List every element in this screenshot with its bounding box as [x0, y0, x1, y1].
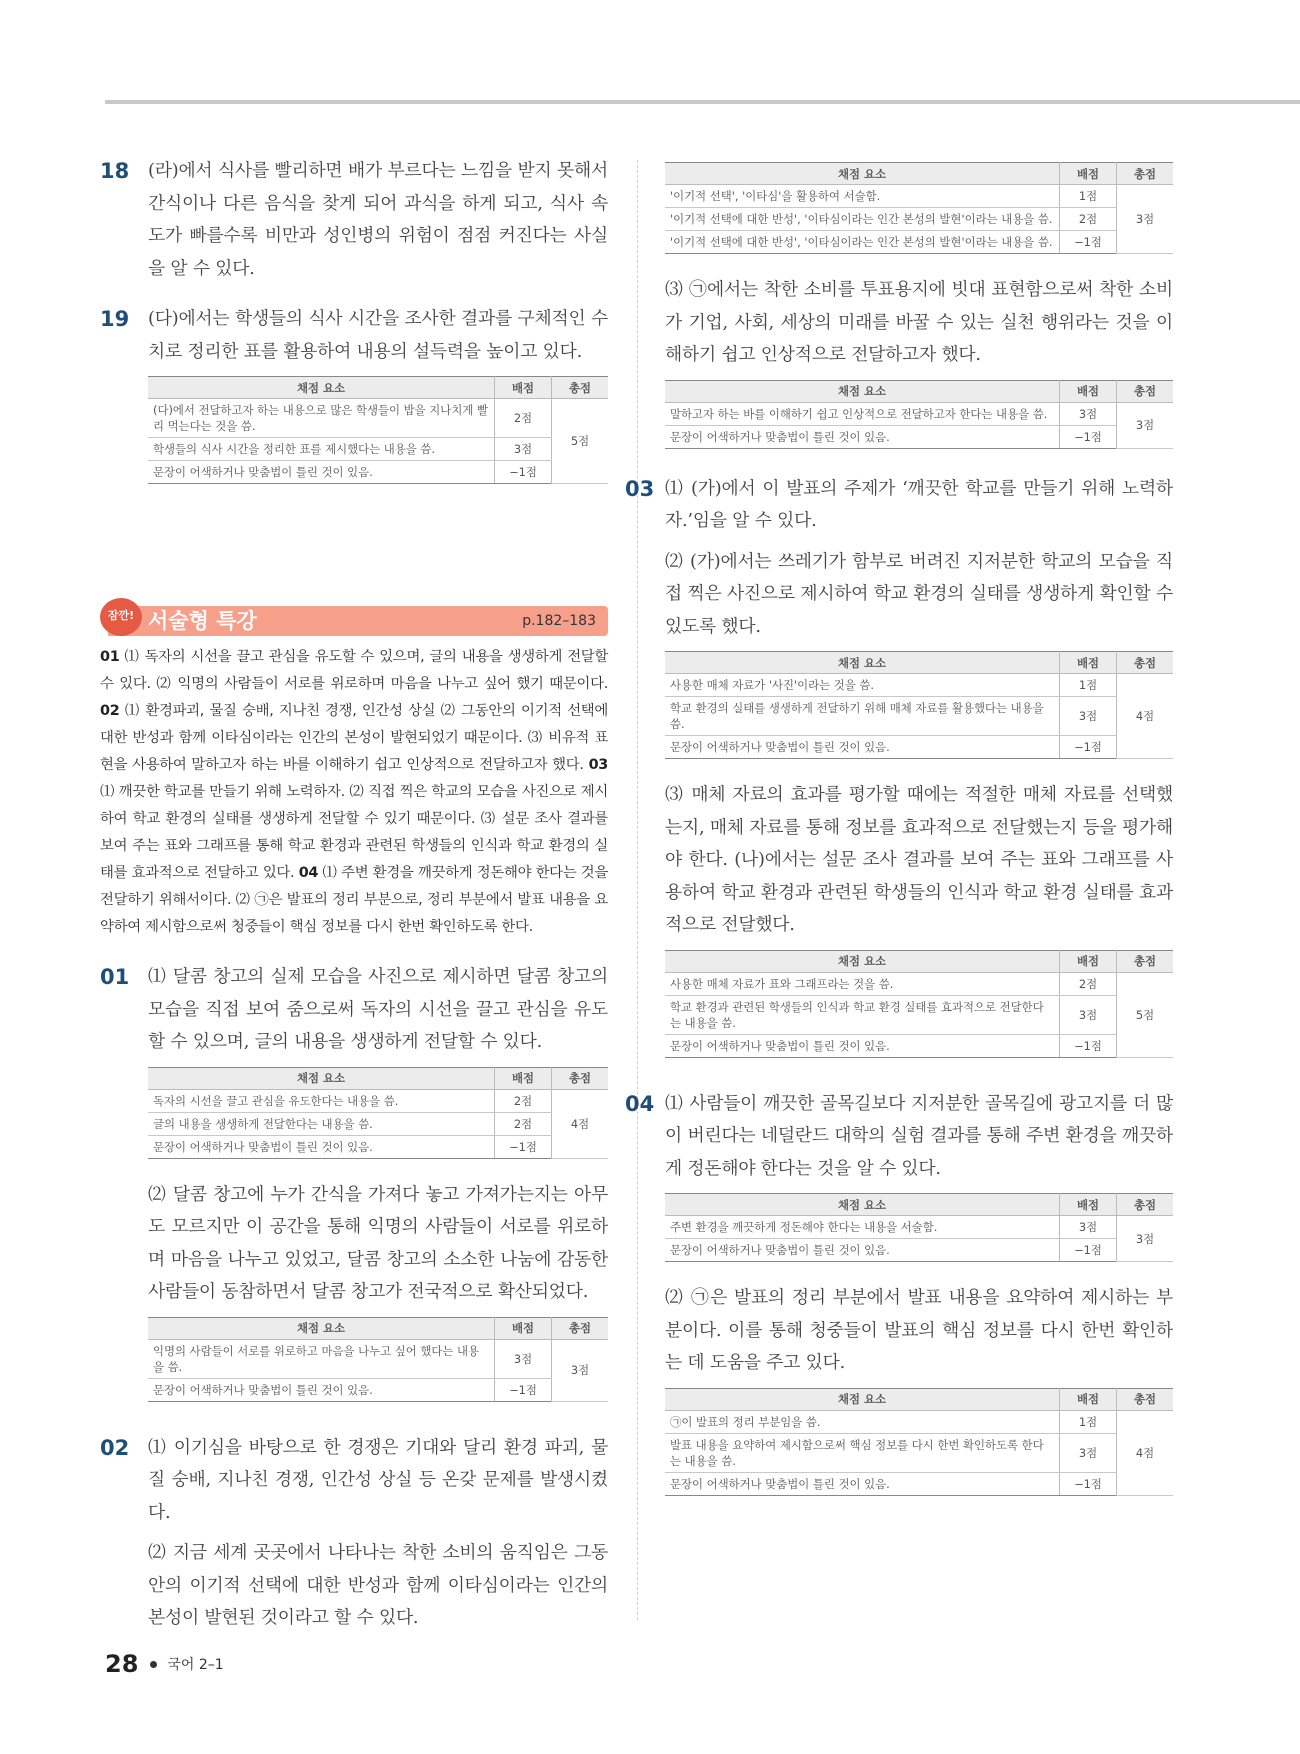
table-row — [665, 185, 1173, 208]
banner-title: 서술형 특강 — [148, 609, 257, 633]
table-row — [665, 425, 1173, 448]
summary-number: 01 — [100, 649, 120, 665]
header-points: 배점 — [1060, 1194, 1117, 1216]
table-row — [665, 736, 1173, 759]
table-row — [665, 972, 1173, 995]
points-cell: 1점 — [1060, 185, 1117, 208]
table-row — [665, 1472, 1173, 1495]
criterion-cell: 주변 환경을 깨끗하게 정돈해야 한다는 내용을 서술함. — [665, 1216, 1060, 1239]
question-body — [665, 1088, 1173, 1516]
criterion-cell: 학교 환경과 관련된 학생들의 인식과 학교 환경 실태를 효과적으로 전달한다는 내용을 씀. — [665, 995, 1060, 1034]
table-row — [665, 1410, 1173, 1433]
table-row — [665, 1216, 1173, 1239]
criterion-cell: 문장이 어색하거나 맞춤법이 틀린 것이 있음. — [665, 425, 1060, 448]
answer-text: ⑴ 달콤 창고의 실제 모습을 사진으로 제시하면 달콤 창고의 모습을 직접 보여 줌으로써 독자의 시선을 끌고 관심을 유도할 수 있으며, 글의 내용을 생생하게 전달할 수 있다. — [148, 966, 608, 1052]
scoring-table — [148, 1067, 608, 1159]
table-row — [665, 402, 1173, 425]
criterion-cell: (다)에서 전달하고자 하는 내용으로 많은 학생들이 밥을 지나치게 빨리 먹는다는 것을 씀. — [148, 399, 495, 438]
points-cell: −1점 — [1060, 1472, 1117, 1495]
points-cell: 3점 — [495, 438, 552, 461]
table-row — [665, 231, 1173, 254]
right-column — [625, 160, 1173, 1526]
scoring-table — [665, 651, 1173, 759]
question-number: 01 — [100, 965, 130, 989]
question-19 — [100, 303, 608, 504]
answer-text: ⑴ (가)에서 이 발표의 주제가 ‘깨끗한 학교를 만들기 위해 노력하자.’임을 알 수 있다. — [665, 477, 1173, 531]
table-header-row — [665, 163, 1173, 185]
summary-text: ⑴ 주변 환경을 깨끗하게 정돈해야 한다는 것을 전달하기 위해서이다. ⑵ ㉠은 발표의 정리 부분으로, 정리 부분에서 발표 내용을 요약하여 제시함으로써 청중들이 핵심 정보를 다시 한번 확인하도록 한다. — [100, 865, 608, 935]
table-row — [665, 995, 1173, 1034]
table-row — [665, 697, 1173, 736]
answer-text: ⑵ 지금 세계 곳곳에서 나타나는 착한 소비의 움직임은 그동안의 이기적 선택에 대한 반성과 함께 이타심이라는 인간의 본성이 발현된 것이라고 할 수 있다. — [148, 1542, 608, 1628]
page-number: 28 — [105, 1650, 139, 1678]
criterion-cell: 문장이 어색하거나 맞춤법이 틀린 것이 있음. — [665, 1239, 1060, 1262]
header-points: 배점 — [1060, 652, 1117, 674]
banner-badge: 잠깐! — [100, 598, 142, 636]
summary-text: ⑴ 환경파괴, 물질 숭배, 지나친 경쟁, 인간성 상실 ⑵ 그동안의 이기적 선택에 대한 반성과 함께 이타심이라는 인간의 본성이 발현되었기 때문이다. ⑶ 비유적 표현을 사용하여 말하고자 하는 바를 이해하기 쉽고 인상적으로 전달하고자 했다. — [100, 703, 608, 773]
question-number: 02 — [100, 1435, 130, 1460]
header-total: 총점 — [1117, 950, 1174, 972]
header-points: 배점 — [495, 377, 552, 399]
table-header-row — [665, 380, 1173, 402]
answer-text: (다)에서는 학생들의 식사 시간을 조사한 결과를 구체적인 수치로 정리한 표를 활용하여 내용의 설득력을 높이고 있다. — [148, 308, 608, 362]
header-points: 배점 — [495, 1317, 552, 1339]
criterion-cell: 문장이 어색하거나 맞춤법이 틀린 것이 있음. — [148, 1135, 495, 1158]
points-cell: −1점 — [1060, 425, 1117, 448]
criterion-cell: 발표 내용을 요약하여 제시함으로써 핵심 정보를 다시 한번 확인하도록 한다는 내용을 씀. — [665, 1433, 1060, 1472]
question-body — [148, 155, 608, 293]
table-header-row — [665, 652, 1173, 674]
top-rule — [105, 100, 1300, 104]
scoring-table — [148, 376, 608, 484]
criterion-cell: 문장이 어색하거나 맞춤법이 틀린 것이 있음. — [148, 461, 495, 484]
points-cell: −1점 — [495, 1135, 552, 1158]
table-row — [148, 1089, 608, 1112]
header-item: 채점 요소 — [665, 950, 1060, 972]
scoring-table — [665, 1193, 1173, 1262]
points-cell: −1점 — [1060, 1239, 1117, 1262]
criterion-cell: 글의 내용을 생생하게 전달한다는 내용을 씀. — [148, 1112, 495, 1135]
table-header-row — [148, 1067, 608, 1089]
points-cell: 3점 — [1060, 1433, 1117, 1472]
criterion-cell: '이기적 선택', '이타심'을 활용하여 서술함. — [665, 185, 1060, 208]
question-body — [148, 1432, 608, 1643]
table-header-row — [665, 1388, 1173, 1410]
points-cell: 2점 — [495, 399, 552, 438]
summary-text: ⑴ 깨끗한 학교를 만들기 위해 노력하자. ⑵ 직접 찍은 학교의 모습을 사진으로 제시하여 학교 환경의 실태를 생생하게 전달할 수 있기 때문이다. ⑶ 설문 조사 결과를 보여 주는 표와 그래프를 통해 학교 환경과 관련된 학생들의 인식과 학교 환경의 실태를 효과적으로 전달하고 있다. — [100, 784, 608, 881]
header-item: 채점 요소 — [148, 1317, 495, 1339]
question-03 — [625, 473, 1173, 1078]
criterion-cell: '이기적 선택에 대한 반성', '이타심이라는 인간 본성의 발현'이라는 내용을 씀. — [665, 231, 1060, 254]
points-cell: 3점 — [1060, 995, 1117, 1034]
header-item: 채점 요소 — [148, 1067, 495, 1089]
header-total: 총점 — [552, 377, 609, 399]
special-lecture-summary — [100, 644, 608, 941]
table-row — [665, 1034, 1173, 1057]
table-row — [665, 674, 1173, 697]
question-body — [148, 961, 608, 1422]
criterion-cell: 문장이 어색하거나 맞춤법이 틀린 것이 있음. — [665, 736, 1060, 759]
criterion-cell: 학생들의 식사 시간을 정리한 표를 제시했다는 내용을 씀. — [148, 438, 495, 461]
points-cell: 3점 — [1060, 402, 1117, 425]
points-cell: 3점 — [1060, 1216, 1117, 1239]
header-total: 총점 — [1117, 1194, 1174, 1216]
header-total: 총점 — [552, 1067, 609, 1089]
header-points: 배점 — [495, 1067, 552, 1089]
question-02 — [100, 1432, 608, 1643]
total-cell: 3점 — [1117, 185, 1174, 254]
table-row — [665, 1239, 1173, 1262]
table-row — [148, 1339, 608, 1378]
question-number: 04 — [625, 1091, 655, 1116]
answer-text: ⑴ 사람들이 깨끗한 골목길보다 지저분한 골목길에 광고지를 더 많이 버린다는 네덜란드 대학의 실험 결과를 통해 주변 환경을 깨끗하게 정돈해야 한다는 것을 알 수 있다. — [665, 1092, 1173, 1179]
book-title: 국어 2–1 — [167, 1657, 224, 1673]
page-reference: p.182–183 — [522, 613, 596, 629]
scoring-table — [665, 380, 1173, 449]
answer-text: ⑵ ㉠은 발표의 정리 부분에서 발표 내용을 요약하여 제시하는 부분이다. 이를 통해 청중들이 발표의 핵심 정보를 다시 한번 확인하는 데 도움을 주고 있다. — [665, 1287, 1173, 1373]
points-cell: 2점 — [1060, 972, 1117, 995]
points-cell: −1점 — [1060, 1034, 1117, 1057]
scoring-table — [148, 1317, 608, 1402]
table-row — [148, 1135, 608, 1158]
scoring-table — [665, 1388, 1173, 1496]
header-points: 배점 — [1060, 163, 1117, 185]
answer-text: ⑶ 매체 자료의 효과를 평가할 때에는 적절한 매체 자료를 선택했는지, 매체 자료를 통해 정보를 효과적으로 전달했는지 등을 평가해야 한다. (나)에서는 설문 조사 결과를 보여 주는 표와 그래프를 사용하여 학교 환경과 관련된 학생들의 인식과 학교 환경 실태를 효과적으로 전달했다. — [665, 784, 1173, 935]
criterion-cell: ㉠이 발표의 정리 부분임을 씀. — [665, 1410, 1060, 1433]
criterion-cell: 말하고자 하는 바를 이해하기 쉽고 인상적으로 전달하고자 한다는 내용을 씀. — [665, 402, 1060, 425]
header-item: 채점 요소 — [665, 163, 1060, 185]
header-total: 총점 — [1117, 652, 1174, 674]
points-cell: 1점 — [1060, 674, 1117, 697]
summary-number: 02 — [100, 703, 120, 719]
header-item: 채점 요소 — [665, 652, 1060, 674]
criterion-cell: 익명의 사람들이 서로를 위로하고 마음을 나누고 싶어 했다는 내용을 씀. — [148, 1339, 495, 1378]
question-body — [148, 303, 608, 504]
answer-text: (라)에서 식사를 빨리하면 배가 부르다는 느낌을 받지 못해서 간식이나 다른 음식을 찾게 되어 과식을 하게 되고, 식사 속도가 빠를수록 비만과 성인병의 위험이 점점 커진다는 사실을 알 수 있다. — [148, 160, 608, 279]
bullet-dot — [150, 1661, 157, 1668]
table-row — [148, 1112, 608, 1135]
table-row — [665, 1433, 1173, 1472]
page-footer — [105, 1650, 224, 1678]
points-cell: −1점 — [495, 1378, 552, 1401]
points-cell: 2점 — [495, 1089, 552, 1112]
points-cell: 2점 — [495, 1112, 552, 1135]
question-18 — [100, 155, 608, 293]
header-item: 채점 요소 — [665, 380, 1060, 402]
points-cell: −1점 — [495, 461, 552, 484]
total-cell: 4점 — [552, 1089, 609, 1158]
criterion-cell: '이기적 선택에 대한 반성', '이타심이라는 인간 본성의 발현'이라는 내용을 씀. — [665, 208, 1060, 231]
summary-number: 04 — [298, 865, 319, 881]
criterion-cell: 학교 환경의 실태를 생생하게 전달하기 위해 매체 자료를 활용했다는 내용을 씀. — [665, 697, 1060, 736]
points-cell: 2점 — [1060, 208, 1117, 231]
question-number: 18 — [100, 159, 130, 183]
table-header-row — [665, 1194, 1173, 1216]
points-cell: −1점 — [1060, 736, 1117, 759]
table-row — [148, 399, 608, 438]
points-cell: 3점 — [495, 1339, 552, 1378]
question-number: 03 — [625, 476, 655, 501]
table-row — [148, 461, 608, 484]
points-cell: 3점 — [1060, 697, 1117, 736]
header-points: 배점 — [1060, 380, 1117, 402]
answer-text: ⑵ 달콤 창고에 누가 간식을 가져다 놓고 가져가는지는 아무도 모르지만 이 공간을 통해 익명의 사람들이 서로를 위로하며 마음을 나누고 있었고, 달콤 창고의 소소한 나눔에 감동한 사람들이 동참하면서 달콤 창고가 전국적으로 확산되었다. — [148, 1183, 608, 1302]
scoring-table — [665, 162, 1173, 254]
scoring-table — [665, 950, 1173, 1058]
header-total: 총점 — [1117, 380, 1174, 402]
total-cell: 3점 — [1117, 402, 1174, 448]
header-item: 채점 요소 — [148, 377, 495, 399]
criterion-cell: 사용한 매체 자료가 표와 그래프라는 것을 씀. — [665, 972, 1060, 995]
answer-text: ⑵ (가)에서는 쓰레기가 함부로 버려진 지저분한 학교의 모습을 직접 찍은 사진으로 제시하여 학교 환경의 실태를 생생하게 확인할 수 있도록 했다. — [665, 550, 1173, 637]
points-cell: −1점 — [1060, 231, 1117, 254]
header-total: 총점 — [552, 1317, 609, 1339]
total-cell: 3점 — [552, 1339, 609, 1401]
answer-text: ⑴ 이기심을 바탕으로 한 경쟁은 기대와 달리 환경 파괴, 물질 숭배, 지나친 경쟁, 인간성 상실 등 온갖 문제를 발생시켰다. — [148, 1436, 608, 1523]
table-header-row — [148, 1317, 608, 1339]
header-total: 총점 — [1117, 163, 1174, 185]
question-04 — [625, 1088, 1173, 1516]
total-cell: 5점 — [552, 399, 609, 484]
header-item: 채점 요소 — [665, 1388, 1060, 1410]
answer-text: ⑶ ㉠에서는 착한 소비를 투표용지에 빗대 표현함으로써 착한 소비가 기업, 사회, 세상의 미래를 바꿀 수 있는 실천 행위라는 것을 이해하기 쉽고 인상적으로 전달하고자 했다. — [665, 279, 1173, 365]
header-item: 채점 요소 — [665, 1194, 1060, 1216]
criterion-cell: 독자의 시선을 끌고 관심을 유도한다는 내용을 씀. — [148, 1089, 495, 1112]
header-points: 배점 — [1060, 1388, 1117, 1410]
total-cell: 4점 — [1117, 674, 1174, 759]
table-row — [148, 1378, 608, 1401]
left-column — [100, 155, 608, 1653]
criterion-cell: 문장이 어색하거나 맞춤법이 틀린 것이 있음. — [148, 1378, 495, 1401]
header-total: 총점 — [1117, 1388, 1174, 1410]
total-cell: 5점 — [1117, 972, 1174, 1057]
total-cell: 4점 — [1117, 1410, 1174, 1495]
table-header-row — [148, 377, 608, 399]
question-body — [665, 473, 1173, 1078]
question-01 — [100, 961, 608, 1422]
header-points: 배점 — [1060, 950, 1117, 972]
question-number: 19 — [100, 307, 130, 331]
special-lecture-banner — [100, 596, 608, 640]
criterion-cell: 사용한 매체 자료가 '사진'이라는 것을 씀. — [665, 674, 1060, 697]
table-row — [665, 208, 1173, 231]
summary-number: 03 — [588, 757, 608, 773]
criterion-cell: 문장이 어색하거나 맞춤법이 틀린 것이 있음. — [665, 1472, 1060, 1495]
total-cell: 3점 — [1117, 1216, 1174, 1262]
points-cell: 1점 — [1060, 1410, 1117, 1433]
table-row — [148, 438, 608, 461]
criterion-cell: 문장이 어색하거나 맞춤법이 틀린 것이 있음. — [665, 1034, 1060, 1057]
table-header-row — [665, 950, 1173, 972]
summary-text: ⑴ 독자의 시선을 끌고 관심을 유도할 수 있으며, 글의 내용을 생생하게 전달할 수 있다. ⑵ 익명의 사람들이 서로를 위로하며 마음을 나누고 싶어 했기 때문이다. — [100, 649, 608, 692]
